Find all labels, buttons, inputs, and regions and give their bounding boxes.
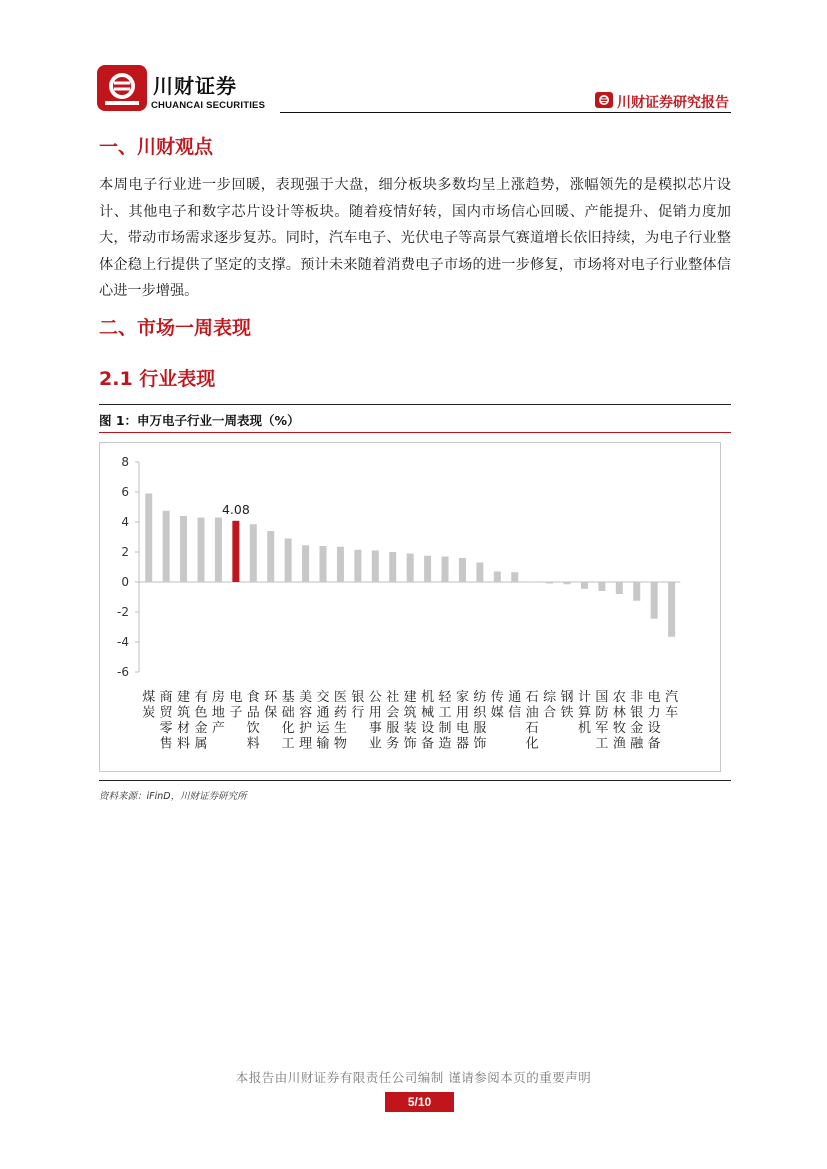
y-tick-label: 6 [121,485,129,499]
x-tick-label: 轻工制造 [438,690,452,752]
x-tick-label: 社会服务 [386,690,400,752]
y-tick-label: 0 [121,575,129,589]
x-tick-label: 煤炭 [142,690,156,721]
y-tick-label: 8 [121,455,129,469]
y-tick-label: 4 [121,515,129,529]
x-tick-label: 综合 [543,690,557,721]
figure-caption-rule [99,432,731,433]
section-title-industry: 2.1 行业表现 [99,368,216,390]
data-label: 4.08 [221,501,250,517]
x-tick-label: 电子 [229,690,243,721]
x-tick-label: 非银金融 [630,690,644,752]
x-tick-label: 房地产 [211,690,225,736]
report-label-text: 川财证券研究报告 [617,95,729,111]
x-tick-label: 建筑材料 [177,690,191,752]
brand-name-cn: 川财证券 [153,74,237,98]
header-divider [280,112,731,113]
x-tick-label: 食品饮料 [246,690,260,752]
footer-disclaimer: 本报告由川财证券有限责任公司编制 谨请参阅本页的重要声明 [235,1070,592,1085]
figure-bottom-rule [99,780,731,781]
section-title-market: 二、市场一周表现 [99,317,252,339]
x-tick-label: 公用事业 [368,690,382,752]
x-tick-label: 通信 [508,690,522,721]
company-logo [97,65,147,111]
report-label [595,92,729,112]
y-tick-label: 2 [121,545,129,559]
x-tick-label: 纺织服饰 [473,690,487,752]
x-tick-label: 国防军工 [595,690,609,752]
x-tick-label: 石油石化 [525,690,539,752]
x-tick-label: 医药生物 [333,690,347,752]
x-tick-label: 基础化工 [281,690,295,752]
y-tick-label: -4 [117,635,129,649]
x-tick-label: 环保 [264,690,278,721]
x-tick-label: 机械设备 [421,690,435,752]
viewpoint-paragraph: 本周电子行业进一步回暖，表现强于大盘，细分板块多数均呈上涨趋势，涨幅领先的是模拟芯片设计、其他电子和数字芯片设计等板块。随着疫情好转，国内市场信心回暖、产能提升、促销力度加大，带动市场需求逐步复苏。同时，汽车电子、光伏电子等高景气赛道增长依旧持续，为电子行业整体企稳上行提供了坚定的支撑。预计未来随着消费电子市场的进一步修复，市场将对电子行业整体信心进一步增强。 [99,177,731,299]
x-tick-label: 有色金属 [194,690,208,752]
section-title-viewpoint: 一、川财观点 [99,136,214,158]
y-tick-label: -2 [117,605,129,619]
chart-frame [99,442,721,772]
x-tick-label: 银行 [351,690,365,721]
figure-top-rule [99,404,731,405]
y-tick-label: -6 [117,665,129,679]
x-tick-label: 建筑装饰 [403,690,417,752]
figure-caption: 图 1：申万电子行业一周表现（%） [99,413,300,428]
x-tick-label: 钢铁 [560,690,574,721]
x-tick-label: 汽车 [665,690,679,721]
x-tick-label: 家用电器 [455,690,469,752]
x-tick-label: 美容护理 [299,690,313,752]
x-tick-label: 传媒 [490,690,504,721]
x-tick-label: 电力设备 [647,690,661,752]
figure-source: 资料来源：iFinD，川财证券研究所 [99,791,247,802]
x-tick-label: 交通运输 [316,690,330,752]
brand-name-en: CHUANCAI SECURITIES [151,100,266,111]
logo-small-icon [595,92,613,112]
x-tick-label: 农林牧渔 [612,690,626,752]
x-tick-label: 计算机 [577,690,591,736]
page-number: 5/10 [385,1092,454,1112]
x-tick-label: 商贸零售 [159,690,173,752]
